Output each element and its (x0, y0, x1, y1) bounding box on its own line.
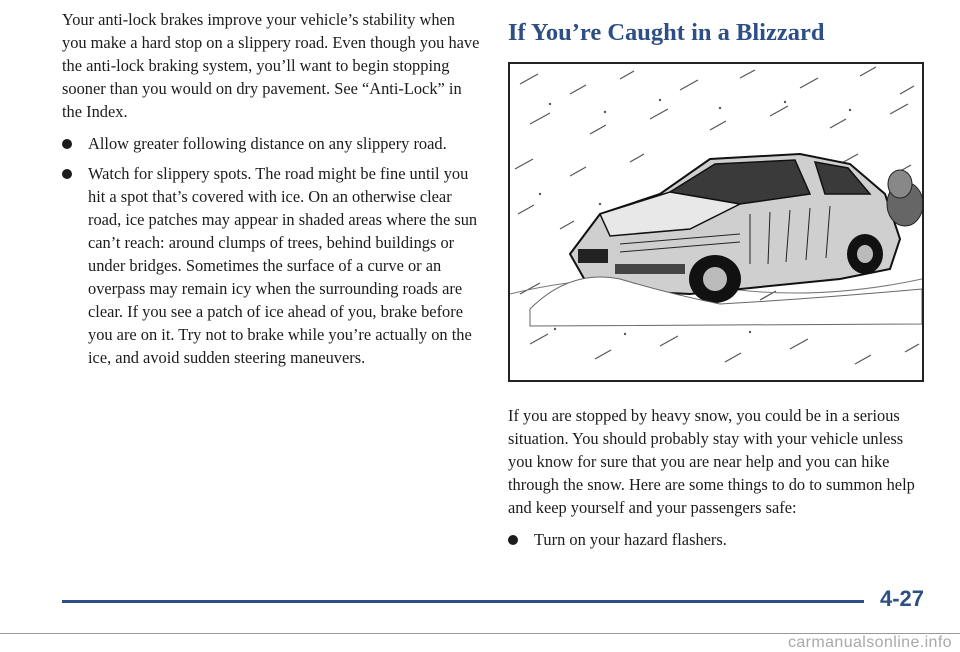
section-title: If You’re Caught in a Blizzard (508, 19, 825, 46)
bullet-icon (508, 535, 518, 545)
bullet-text: Watch for slippery spots. The road might be fine until you hit a spot that’s covered with ice. On an otherwise clear road, ice patches may appear in shaded areas where the sun can’t reach: around clumps of trees, behind buildings or under bridges. Sometimes the surface of a curve or an overpass may remain icy when the surrounding roads are clear. If you see a patch of ice ahead of you, brake before you are on it. Try not to brake while you’re actually on the ice, and avoid sudden steering maneuvers. (88, 164, 478, 367)
bullet-list (508, 528, 928, 551)
snow-car-icon (510, 64, 922, 380)
watermark: carmanualsonline.info (787, 634, 952, 651)
bullet-list (62, 132, 482, 369)
bullet-text: Turn on your hazard flashers. (534, 530, 727, 549)
bullet-icon (62, 139, 72, 149)
page-number: 4-27 (880, 586, 925, 611)
intro-paragraph: Your anti-lock brakes improve your vehicle’s stability when you make a hard stop on a slippery road. Even though you have the anti-lock braking system, you’ll want to begin stopping sooner than you would on dry pavement. See “Anti-Lock” in the Index. (62, 10, 480, 121)
list-item (508, 528, 928, 551)
list-item (62, 132, 482, 155)
blizzard-paragraph: If you are stopped by heavy snow, you could be in a serious situation. You should probably stay with your vehicle unless you know for sure that you are near help and you can hike through the snow. Here are some things to do to summon help and keep yourself and your passengers safe: (508, 406, 915, 517)
bullet-text: Allow greater following distance on any slippery road. (88, 134, 447, 153)
bullet-icon (62, 169, 72, 179)
list-item (62, 162, 482, 369)
left-column (62, 8, 482, 376)
footer-rule (62, 600, 864, 603)
blizzard-illustration (508, 62, 924, 382)
right-column (508, 18, 928, 558)
